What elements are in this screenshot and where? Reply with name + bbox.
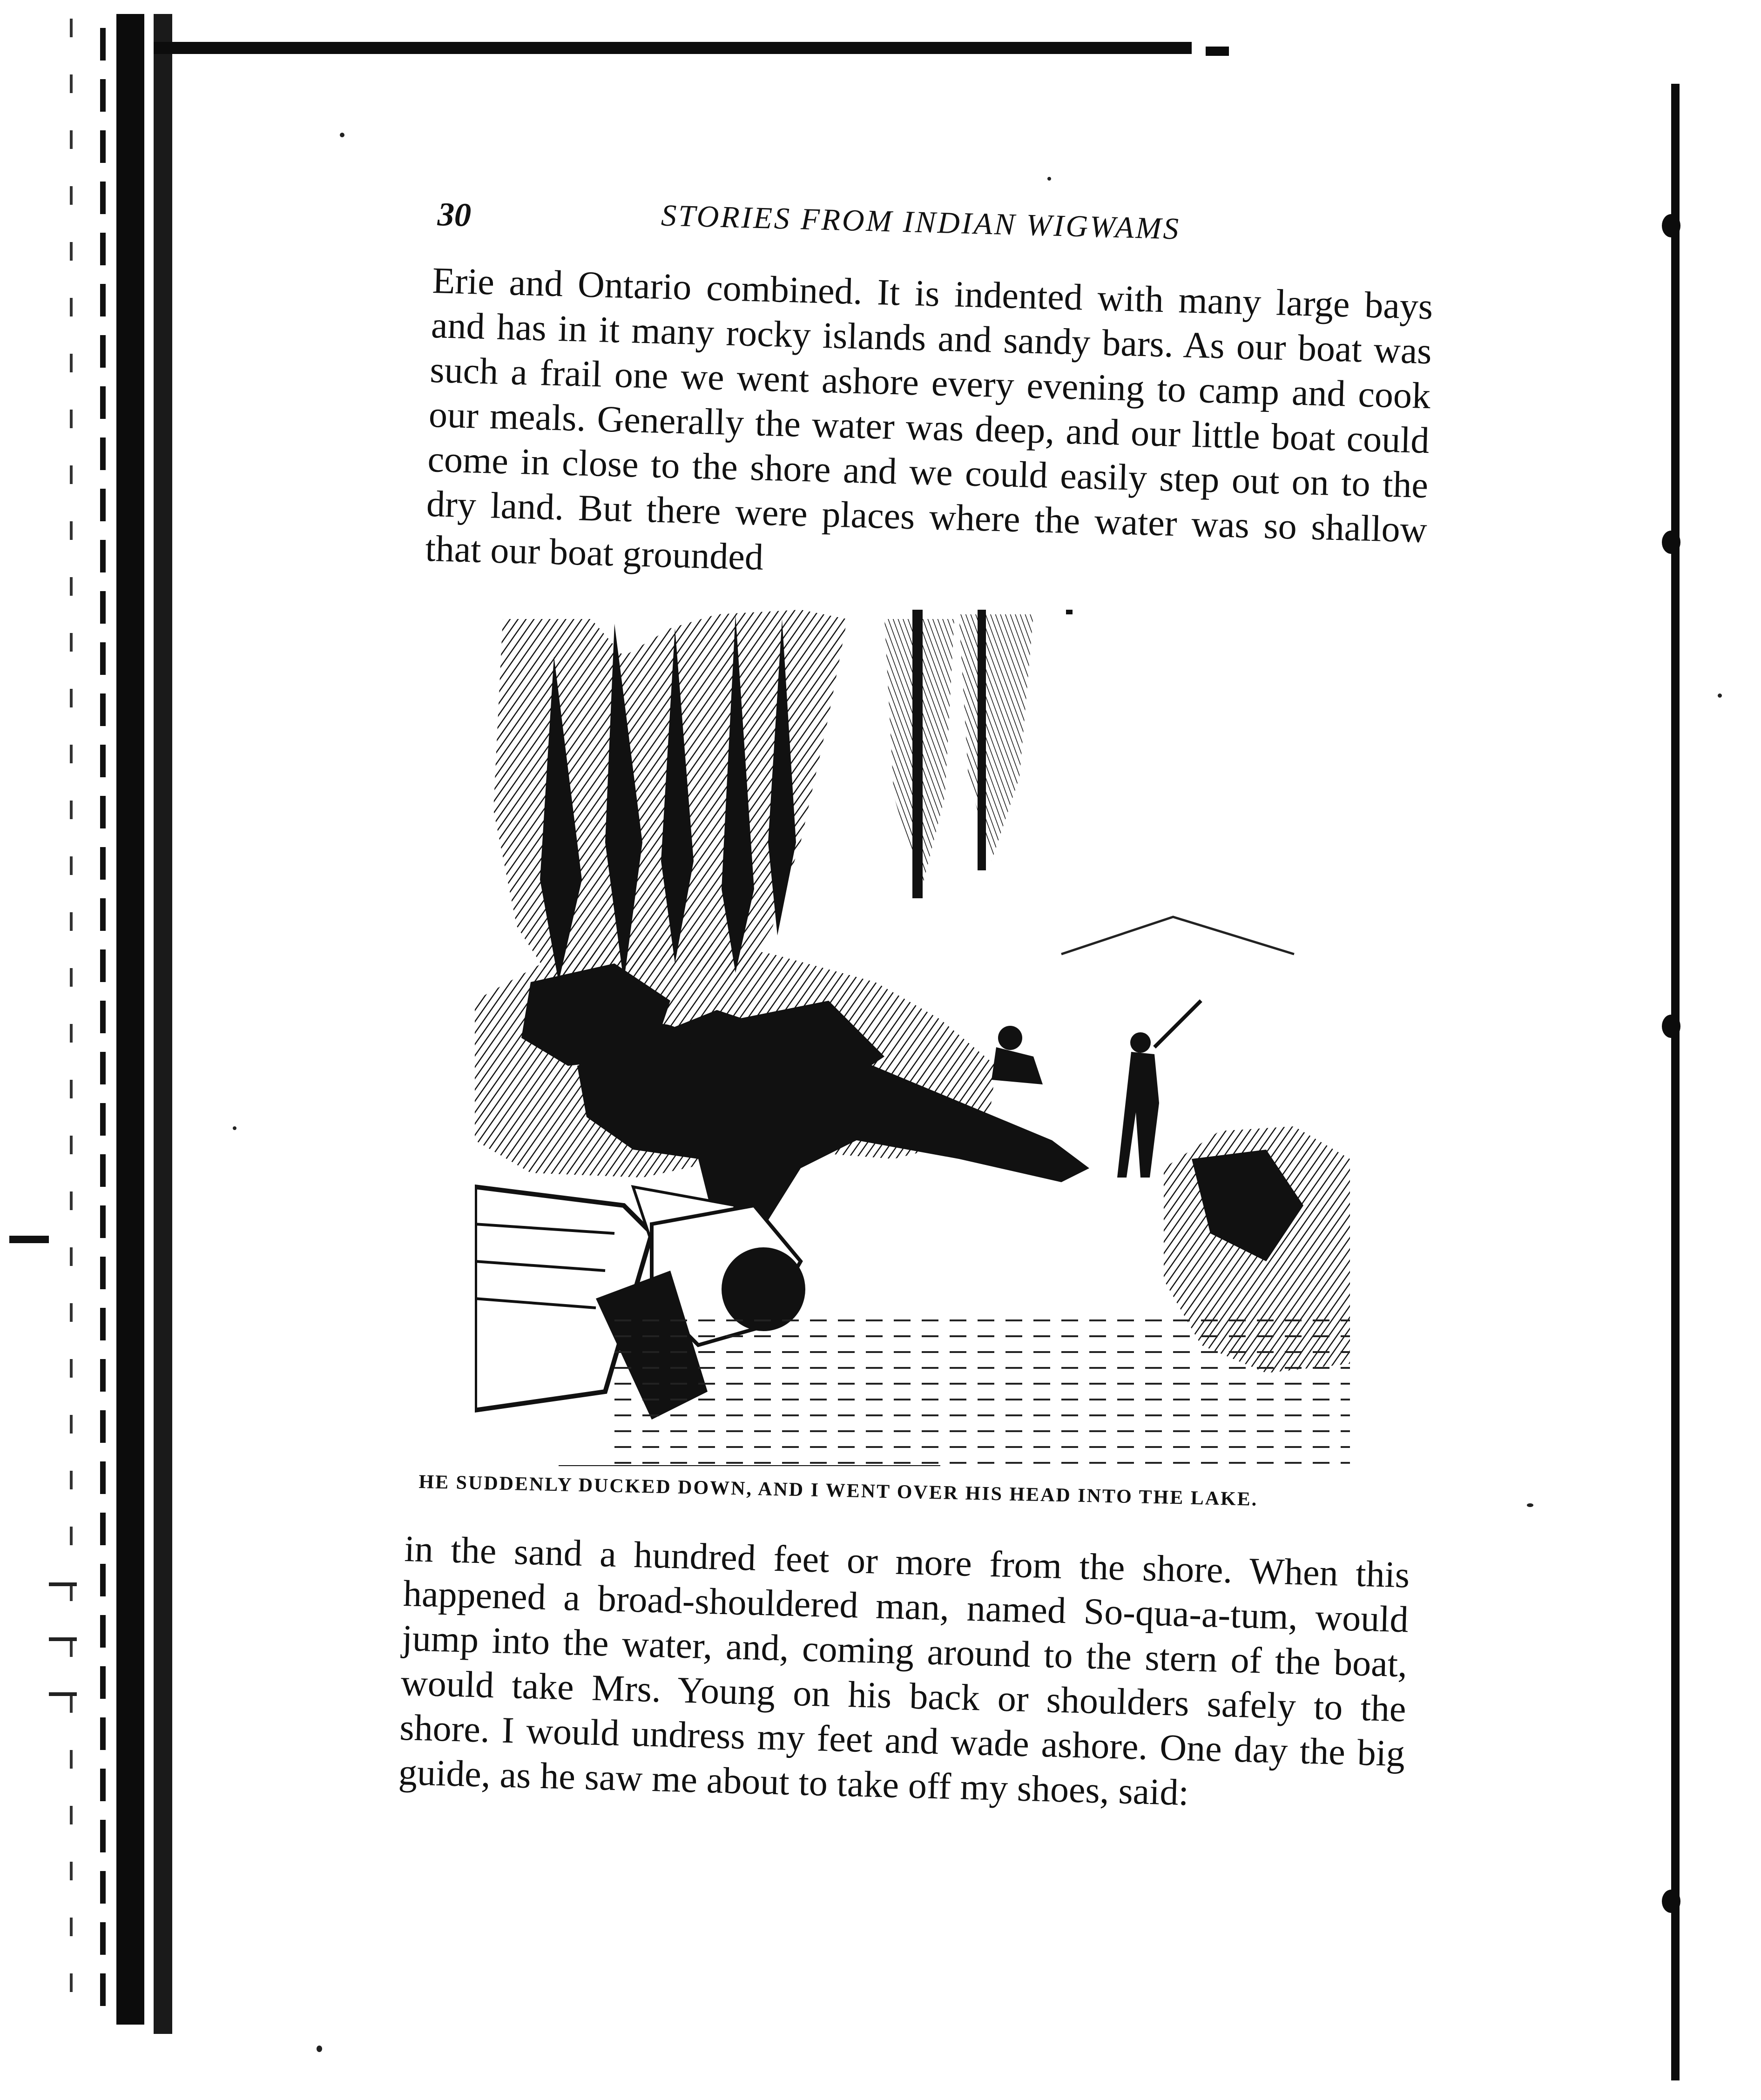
engraving-illustration xyxy=(475,600,1350,1466)
scan-speck xyxy=(340,133,344,137)
running-header xyxy=(437,195,1438,246)
scan-speck xyxy=(1718,693,1722,698)
edge-ticks xyxy=(49,1531,77,1727)
illustration-caption: HE SUDDENLY DUCKED DOWN, AND I WENT OVER HIS HEAD INTO THE LAKE. xyxy=(418,1471,1258,1510)
top-page-edge xyxy=(154,42,1192,54)
body-paragraph-top: Erie and Ontario combined. It is indented with many large bays and has in it many rocky islands and sandy bars. As our boat was such a frail one we went ashore every evening to camp and cook our meals. Generally the water was deep, and our little boat could come in close to the shore and we could easily step out on to the dry land. But there were places where the water was so shallow that our boat grounded xyxy=(425,260,1434,578)
page-number: 30 xyxy=(437,195,472,234)
edge-knob xyxy=(1662,1015,1680,1038)
edge-knob xyxy=(1662,1890,1680,1913)
top-page-edge-end xyxy=(1206,47,1229,56)
binding-strip xyxy=(100,28,106,2006)
binding-edge-inner xyxy=(154,14,172,2034)
running-title: STORIES FROM INDIAN WIGWAMS xyxy=(661,198,1181,246)
scan-speck xyxy=(1047,177,1051,181)
scan-speck xyxy=(317,2046,322,2052)
binding-edge xyxy=(116,14,144,2025)
body-paragraph-bottom: in the sand a hundred feet or more from the shore. When this happened a broad-shouldered man, named So-qua-a-tum, would jump into the water, and, coming around to the stern of the boat, would take Mrs. Young on his back or shoulders safely to the shore. I would undress my feet and wade ashore. One day the big guide, as he saw me about to take off my shoes, said: xyxy=(398,1528,1410,1814)
edge-marker xyxy=(9,1236,49,1243)
scan-speck xyxy=(233,1126,236,1130)
right-page-edge xyxy=(1671,84,1680,2080)
edge-knob xyxy=(1662,531,1680,554)
scan-speck xyxy=(1527,1503,1533,1507)
edge-knob xyxy=(1662,214,1680,237)
